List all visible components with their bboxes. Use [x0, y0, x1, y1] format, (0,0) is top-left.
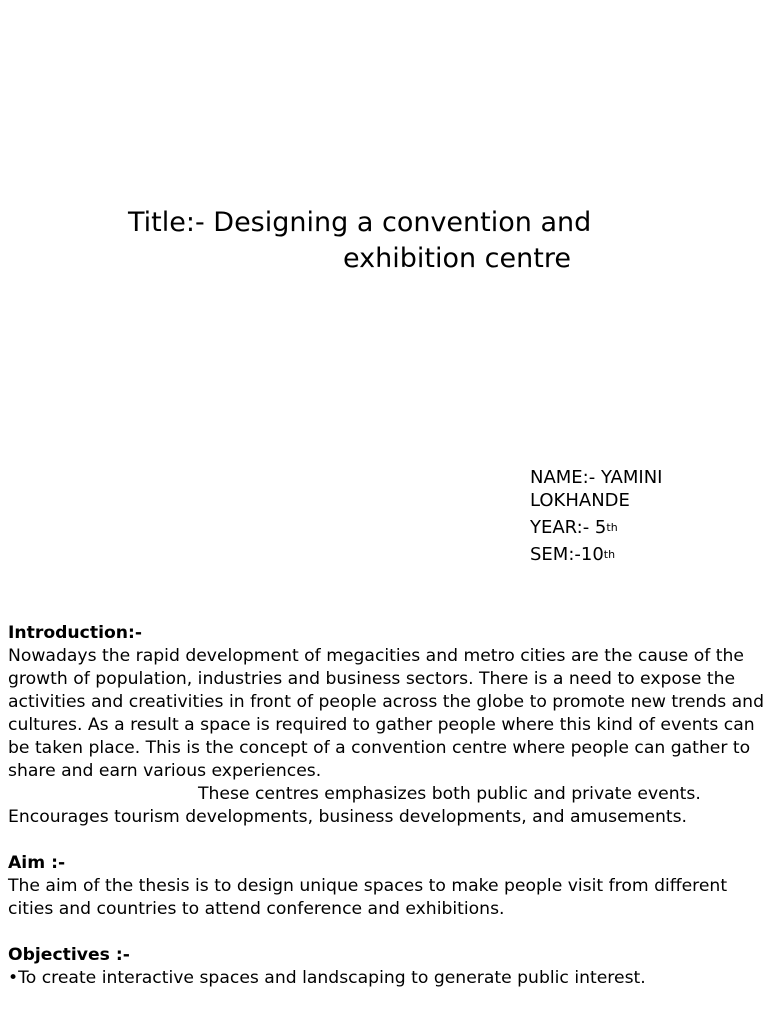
document-body [8, 622, 764, 990]
introduction-paragraph-3: Encourages tourism developments, business developments, and amusements. [8, 807, 688, 827]
year-suffix: th [606, 521, 618, 534]
aim-heading: Aim :- [8, 853, 66, 873]
semester-label: SEM:-10 [530, 544, 604, 565]
document-title [128, 205, 668, 277]
introduction-paragraph-1: Nowadays the rapid development of megacities and metro cities are the cause of the growth of population, industries and business sectors. There is a need to expose the activities and creativities in front of people across the globe to promote new trends and cultures. As a result a space is required to gather people where this kind of events can be taken place. This is the concept of a convention centre where people can gather to share and earn various experiences. [8, 646, 764, 781]
introduction-paragraph-2: These centres emphasizes both public and private events. [198, 784, 701, 804]
year-label: YEAR:- 5 [530, 517, 607, 538]
student-info [530, 466, 750, 566]
introduction-heading: Introduction:- [8, 623, 143, 643]
semester-suffix: th [603, 548, 616, 561]
objectives-item: •To create interactive spaces and landscaping to generate public interest. [8, 968, 646, 988]
section-gap [8, 829, 764, 852]
student-year [530, 516, 750, 539]
student-name-line-1: NAME:- YAMINI [530, 467, 663, 488]
student-name-line-2: LOKHANDE [530, 490, 630, 511]
aim-paragraph: The aim of the thesis is to design unique spaces to make people visit from different cities and countries to attend conference and exhibitions. [8, 876, 728, 919]
title-line-2: exhibition centre [343, 243, 571, 274]
objectives-heading: Objectives :- [8, 945, 130, 965]
student-semester [530, 543, 750, 566]
section-gap [8, 921, 764, 944]
title-line-1: Title:- Designing a convention and [128, 207, 592, 238]
